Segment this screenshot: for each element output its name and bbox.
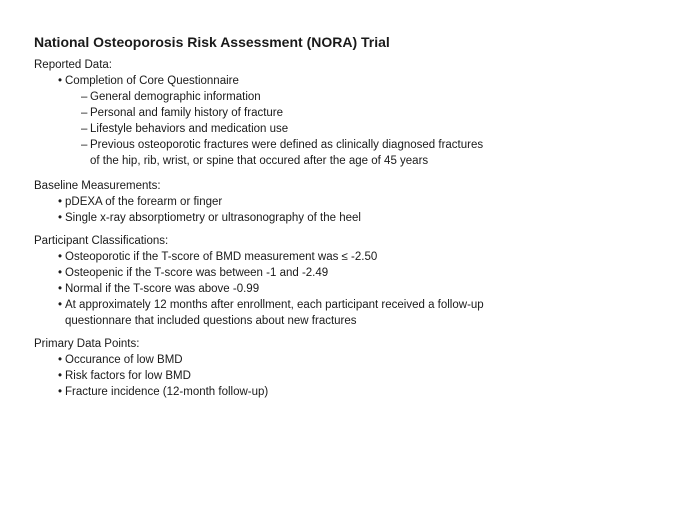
- bullet-mark: •: [58, 196, 63, 208]
- list-item-continuation: questionnare that included questions about new fractures: [65, 315, 357, 327]
- list-item: [34, 384, 268, 400]
- list-item: [34, 368, 268, 384]
- bullet-mark: •: [58, 283, 63, 295]
- list-item: [34, 249, 484, 265]
- sub-list-item: [34, 105, 483, 121]
- list-item: [34, 297, 484, 329]
- list-item-text: Osteopenic if the T-score was between -1 and -2.49: [65, 267, 329, 279]
- dash-mark: –: [81, 107, 88, 119]
- sub-list-item: [34, 121, 483, 137]
- list-item-text: Completion of Core Questionnaire: [65, 75, 239, 87]
- list-item-text: Occurance of low BMD: [65, 354, 183, 366]
- list-item-text: Single x-ray absorptiometry or ultrasonography of the heel: [65, 212, 361, 224]
- section-heading: Baseline Measurements:: [34, 180, 161, 192]
- dash-mark: –: [81, 123, 88, 135]
- sub-list-item-text: Personal and family history of fracture: [90, 107, 284, 119]
- bullet-mark: •: [58, 370, 63, 382]
- slide-title: National Osteoporosis Risk Assessment (NORA) Trial: [34, 34, 390, 50]
- list-item: [34, 265, 484, 281]
- sub-list-item-continuation: of the hip, rib, wrist, or spine that occured after the age of 45 years: [90, 155, 429, 167]
- sub-list-item-text: General demographic information: [90, 91, 261, 103]
- sub-list-item-text: Previous osteoporotic fractures were defined as clinically diagnosed fractures: [90, 139, 484, 151]
- section-baseline-measurements: [34, 178, 361, 226]
- list-item-text: Osteoporotic if the T-score of BMD measurement was ≤ -2.50: [65, 251, 378, 263]
- list-item-text: Normal if the T-score was above -0.99: [65, 283, 260, 295]
- list-item: [34, 194, 361, 210]
- bullet-mark: •: [58, 267, 63, 279]
- section-heading: Participant Classifications:: [34, 235, 169, 247]
- dash-mark: –: [81, 91, 88, 103]
- list-item: [34, 210, 361, 226]
- bullet-mark: •: [58, 251, 63, 263]
- list-item-text: Risk factors for low BMD: [65, 370, 191, 382]
- list-item-text: Fracture incidence (12-month follow-up): [65, 386, 269, 398]
- dash-mark: –: [81, 139, 88, 151]
- list-item-text: At approximately 12 months after enrollment, each participant received a follow-up: [65, 299, 484, 311]
- bullet-mark: •: [58, 212, 63, 224]
- sub-list-item: [34, 89, 483, 105]
- section-participant-classifications: [34, 233, 484, 329]
- bullet-mark: •: [58, 75, 63, 87]
- list-item-text: pDEXA of the forearm or finger: [65, 196, 223, 208]
- section-heading: Primary Data Points:: [34, 338, 140, 350]
- bullet-mark: •: [58, 299, 63, 311]
- bullet-mark: •: [58, 354, 63, 366]
- section-reported-data: [34, 57, 483, 169]
- list-item: [34, 352, 268, 368]
- list-item: [34, 73, 483, 89]
- list-item: [34, 281, 484, 297]
- section-heading: Reported Data:: [34, 59, 112, 71]
- sub-list-item: [34, 137, 483, 169]
- sub-list-item-text: Lifestyle behaviors and medication use: [90, 123, 289, 135]
- section-primary-data-points: [34, 336, 268, 400]
- bullet-mark: •: [58, 386, 63, 398]
